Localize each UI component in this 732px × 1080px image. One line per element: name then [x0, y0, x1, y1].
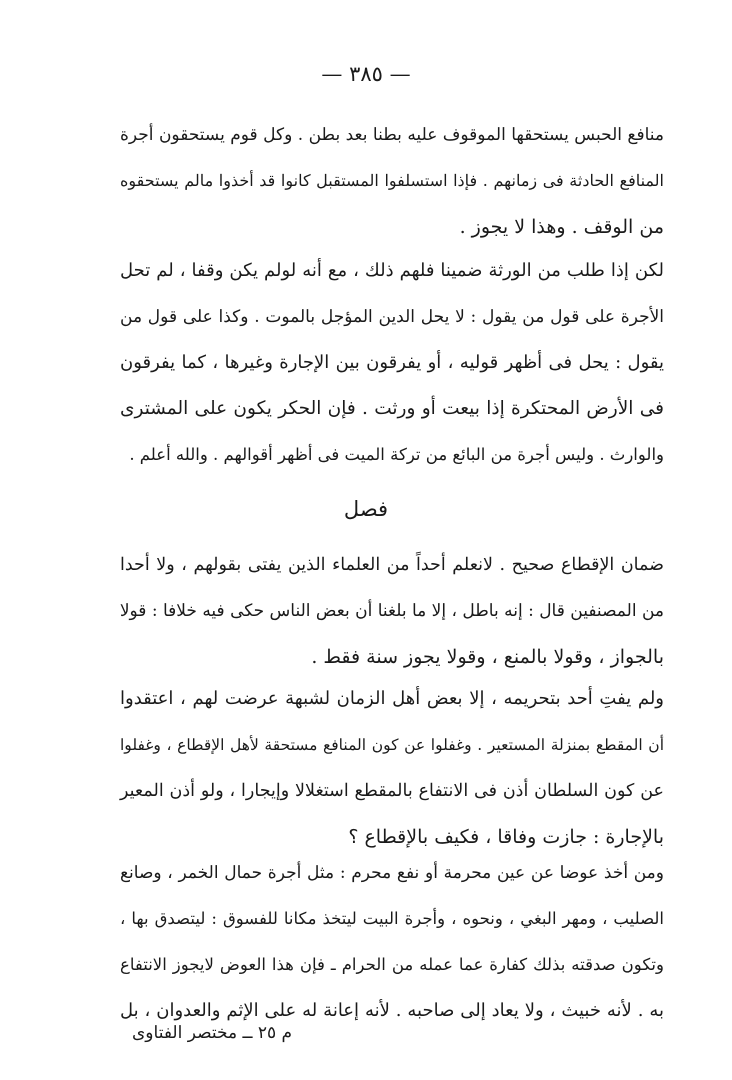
text-line: ومن أخذ عوضا عن عين محرمة أو نفع محرم : مثل أجرة حمال الخمر ، وصانع: [120, 863, 664, 883]
text-line: من الوقف . وهذا لا يجوز .: [459, 216, 664, 238]
paragraph-5: [120, 850, 664, 1034]
text-line: من المصنفين قال : إنه باطل ، إلا ما بلغنا أن بعض الناس حكى فيه خلافا : قولا: [119, 601, 664, 621]
text-line: الأجرة على قول من يقول : لا يحل الدين المؤجل بالموت . وكذا على قول من: [120, 307, 664, 327]
text-line: ولم يفتِ أحد بتحريمه ، إلا بعض أهل الزمان لشبهة عرضت لهم ، اعتقدوا: [120, 688, 664, 709]
text-line: المنافع الحادثة فى زمانهم . فإذا استسلفوا المستقبل كانوا قد أخذوا مالم يستحقوه: [120, 171, 664, 190]
volume-footer: م ٢٥ ــ مختصر الفتاوى: [132, 1023, 293, 1043]
text-line: أن المقطع بمنزلة المستعير . وغفلوا عن كون المنافع مستحقة لأهل الإقطاع ، وغفلوا: [120, 736, 664, 754]
text-line: عن كون السلطان أذن فى الانتفاع بالمقطع استغلالا وإيجارا ، ولو أذن المعير: [120, 781, 664, 801]
text-line: منافع الحبس يستحقها الموقوف عليه بطنا بعد بطن . وكل قوم يستحقون أجرة: [120, 125, 664, 145]
text-line: بالإجارة : جازت وفاقا ، فكيف بالإقطاع ؟: [348, 826, 664, 848]
section-heading: فصل: [343, 497, 389, 521]
paragraph-2: [120, 248, 664, 478]
paragraph-4: [120, 676, 664, 860]
text-line: به . لأنه خبيث ، ولا يعاد إلى صاحبه . لأنه إعانة له على الإثم والعدوان ، بل: [120, 1000, 664, 1021]
page-number: — ٣٨٥ —: [321, 62, 411, 86]
text-line: بالجواز ، وقولا بالمنع ، وقولا يجوز سنة فقط .: [311, 646, 664, 668]
text-line: ضمان الإقطاع صحيح . لانعلم أحداً من العلماء الذين يفتى بقولهم ، ولا أحدا: [120, 555, 664, 575]
text-line: والوارث . وليس أجرة من البائع من تركة الميت فى أظهر أقوالهم . والله أعلم .: [129, 445, 664, 464]
text-line: وتكون صدقته بذلك كفارة عما عمله من الحرام ـ فإن هذا العوض لايجوز الانتفاع: [120, 955, 664, 974]
paragraph-3: [120, 542, 664, 680]
text-line: الصليب ، ومهر البغي ، ونحوه ، وأجرة البيت ليتخذ مكانا للفسوق : ليتصدق بها ،: [120, 909, 664, 928]
text-line: يقول : يحل فى أظهر قوليه ، أو يفرقون بين الإجارة وغيرها ، كما يفرقون: [120, 352, 664, 373]
text-line: لكن إذا طلب من الورثة ضمينا فلهم ذلك ، مع أنه لولم يكن وقفا ، لم تحل: [120, 260, 664, 281]
text-line: فى الأرض المحتكرة إذا بيعت أو ورثت . فإن الحكر يكون على المشترى: [120, 398, 664, 419]
paragraph-1: [120, 112, 664, 250]
